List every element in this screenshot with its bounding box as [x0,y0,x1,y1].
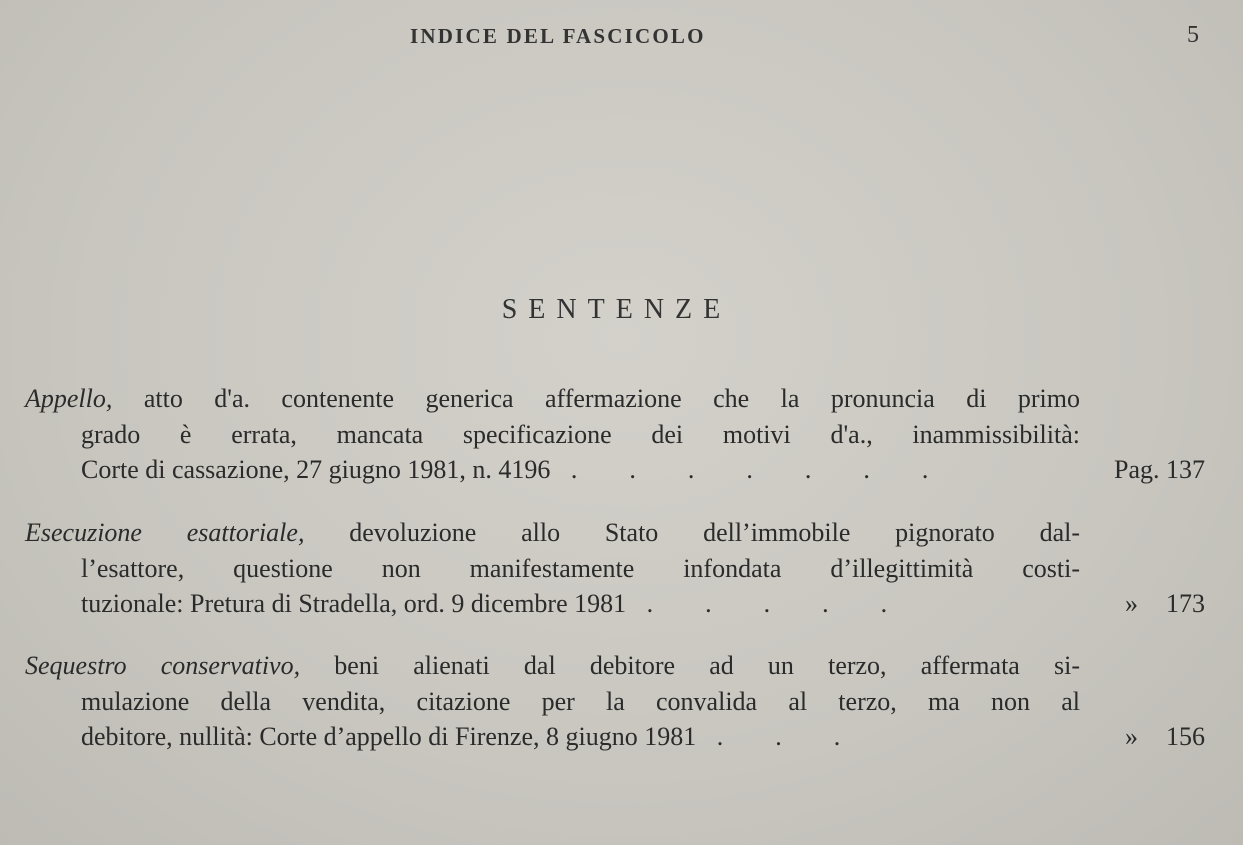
entry-text: l’esattore, questione non manifestamente infondata d’illegittimità costi- [81,553,1080,583]
ditto-mark: » [1125,722,1138,751]
entry-citation: Corte di cassazione, 27 giugno 1981, n. 4196 [81,455,551,484]
page-reference [1125,719,1205,755]
page-reference [1114,452,1205,488]
entry-line [25,684,1080,720]
page-number: 5 [1187,22,1199,48]
page-ref-value: 156 [1166,722,1205,751]
entry-text: beni alienati dal debitore ad un terzo, affermata si- [334,651,1081,680]
index-entry [25,381,1205,488]
dot-leader: . . . . . [646,589,888,618]
entry-lemma: Sequestro conservativo, [25,651,301,680]
entry-line [25,719,1205,755]
entry-citation: debitore, nullità: Corte d’appello di Firenze, 8 giugno 1981 [81,722,697,751]
entry-text: atto d'a. contenente generica affermazione che la pronuncia di primo [143,384,1080,413]
index-entry [25,515,1205,622]
entry-line [25,551,1080,587]
page-ref-value: 173 [1166,589,1205,618]
page-ref-value: Pag. 137 [1114,455,1205,484]
running-header: INDICE DEL FASCICOLO [410,24,706,48]
page-reference [1125,586,1205,622]
entry-line [25,515,1080,551]
entry-citation: tuzionale: Pretura di Stradella, ord. 9 dicembre 1981 [81,589,627,618]
entry-text: grado è errata, mancata specificazione dei motivi d'a., inammissibilità: [81,419,1080,449]
dot-leader: . . . [716,722,841,751]
entry-lemma: Esecuzione esattoriale, [25,518,305,547]
entry-text: mulazione della vendita, citazione per la convalida al terzo, ma non al [81,686,1080,716]
entry-line [25,417,1080,453]
dot-leader: . . . . . . . [570,455,929,484]
entry-line [25,452,1205,488]
entry-lemma: Appello, [25,384,113,413]
entry-line [25,586,1205,622]
index-entry [25,648,1205,755]
entry-line [25,381,1080,417]
entry-text: devoluzione allo Stato dell’immobile pignorato dal- [349,518,1080,547]
section-title: SENTENZE [501,294,732,325]
ditto-mark: » [1125,589,1138,618]
entry-line [25,648,1080,684]
